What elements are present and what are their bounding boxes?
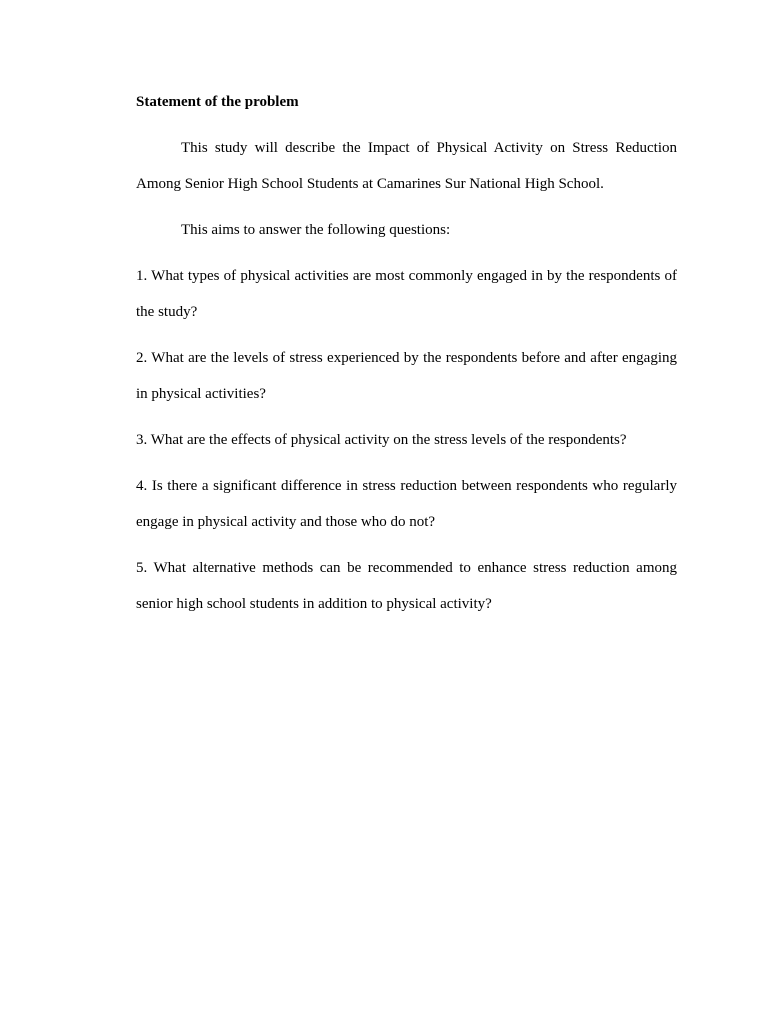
question-item: 2. What are the levels of stress experienced by the respondents before and after engaging in physical activities? (136, 350, 677, 402)
intro-paragraph: This study will describe the Impact of Physical Activity on Stress Reduction Among Senior High School Students at Camarines Sur National High School. (136, 140, 677, 192)
document-page (136, 92, 677, 632)
question-item: 3. What are the effects of physical activity on the stress levels of the respondents? (136, 432, 627, 448)
question-item: 1. What types of physical activities are most commonly engaged in by the respondents of the study? (136, 268, 677, 320)
section-heading: Statement of the problem (136, 94, 299, 110)
lead-in-text: This aims to answer the following questions: (181, 222, 451, 238)
question-item: 5. What alternative methods can be recommended to enhance stress reduction among senior high school students in addition to physical activity? (136, 560, 677, 612)
question-item: 4. Is there a significant difference in stress reduction between respondents who regularly engage in physical activity and those who do not? (136, 478, 677, 530)
